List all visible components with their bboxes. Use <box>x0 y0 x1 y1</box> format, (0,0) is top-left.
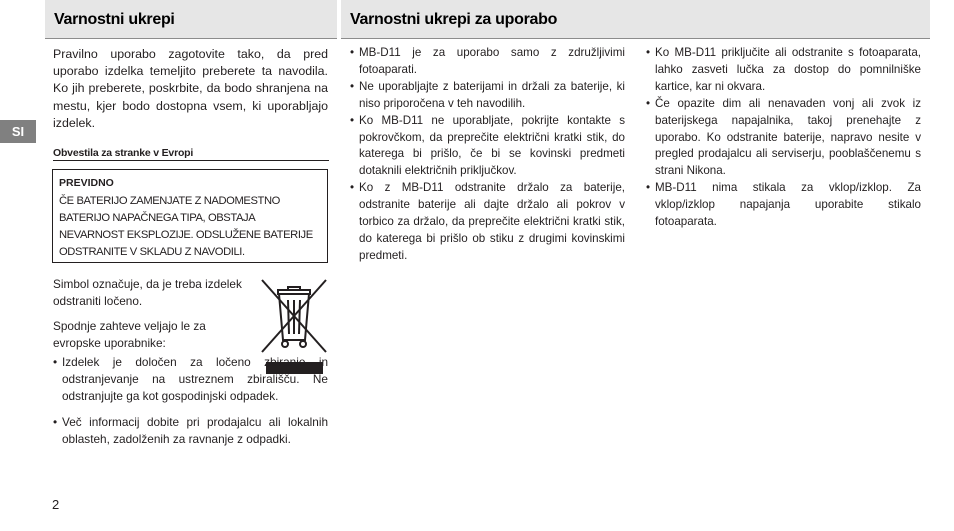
right-section-header <box>341 0 930 39</box>
list-item: • Izdelek je določen za ločeno zbiranje in odstranjevanje na ustreznem zbirališču. Ne odstranjujte ga kot gospodinjski odpadek. <box>53 354 328 406</box>
intro-paragraph: Pravilno uporabo zagotovite tako, da pred uporabo izdelka temeljito preberete ta navodila. Ko jih preberete, poskrbite, da bodo shranjena na mestu, kjer bodo dostopna vsem, ki uporabljajo izdelek. <box>53 47 328 130</box>
warning-box <box>52 169 328 263</box>
left-section-header <box>45 0 337 39</box>
eu-notice-heading: Obvestila za stranke v Evropi <box>53 147 329 161</box>
requirements-description: Spodnje zahteve veljajo le za evropske uporabnike: <box>53 319 206 350</box>
list-item: • Ne uporabljajte z baterijami in držali za baterije, ki niso priporočena v teh navodilih. <box>350 79 625 113</box>
list-item: • Več informacij dobite pri prodajalcu ali lokalnih oblasteh, zadolženih za ravnanje z odpadki. <box>53 414 328 448</box>
list-item: • Ko MB-D11 priključite ali odstranite s fotoaparata, lahko zasveti lučka za dostop do pomnilniške kartice, kar ni okvara. <box>646 45 921 96</box>
precautions-list-column-1 <box>350 45 625 265</box>
warning-text: ČE BATERIJO ZAMENJATE Z NADOMESTNO BATERIJO NAPAČNEGA TIPA, OBSTAJA NEVARNOST EKSPLOZIJE. ODSLUŽENE BATERIJE ODSTRANITE V SKLADU Z NAVODILI. <box>59 195 313 258</box>
list-item: • MB-D11 nima stikala za vklop/izklop. Za vklop/izklop napajanja uporabite stikalo fotoaparata. <box>646 180 921 231</box>
list-item: • MB-D11 je za uporabo samo z združljivimi fotoaparati. <box>350 45 625 79</box>
warning-title: PREVIDNO <box>59 177 114 189</box>
symbol-description: Simbol označuje, da je treba izdelek odstraniti ločeno. <box>53 277 242 308</box>
right-section-title: Varnostni ukrepi za uporabo <box>350 11 558 28</box>
eu-requirements-list <box>53 354 328 448</box>
language-tab: SI <box>0 120 36 143</box>
list-item: • Ko MB-D11 ne uporabljate, pokrijte kontakte s pokrovčkom, da preprečite električni kratki stik, do katerega bi prišlo, če bi se kovinski predmeti dotaknili električnih priključkov. <box>350 113 625 181</box>
page-number: 2 <box>52 497 60 512</box>
list-item: • Ko z MB-D11 odstranite držalo za baterije, odstranite baterije ali dajte držalo ali pokrov v torbico za držalo, da preprečite električni kratki stik, do katerega bi prišlo ob stiku z drugimi kovinskimi predmeti. <box>350 180 625 265</box>
list-item: • Če opazite dim ali nenavaden vonj ali zvok iz baterijskega napajalnika, takoj prenehajte z uporabo. Ko odstranite baterije, napravo nesite v pregled prodajalcu ali serviserju, pooblaščenemu s strani Nikona. <box>646 96 921 181</box>
precautions-list-column-2 <box>646 45 921 231</box>
left-section-title: Varnostni ukrepi <box>54 11 175 28</box>
